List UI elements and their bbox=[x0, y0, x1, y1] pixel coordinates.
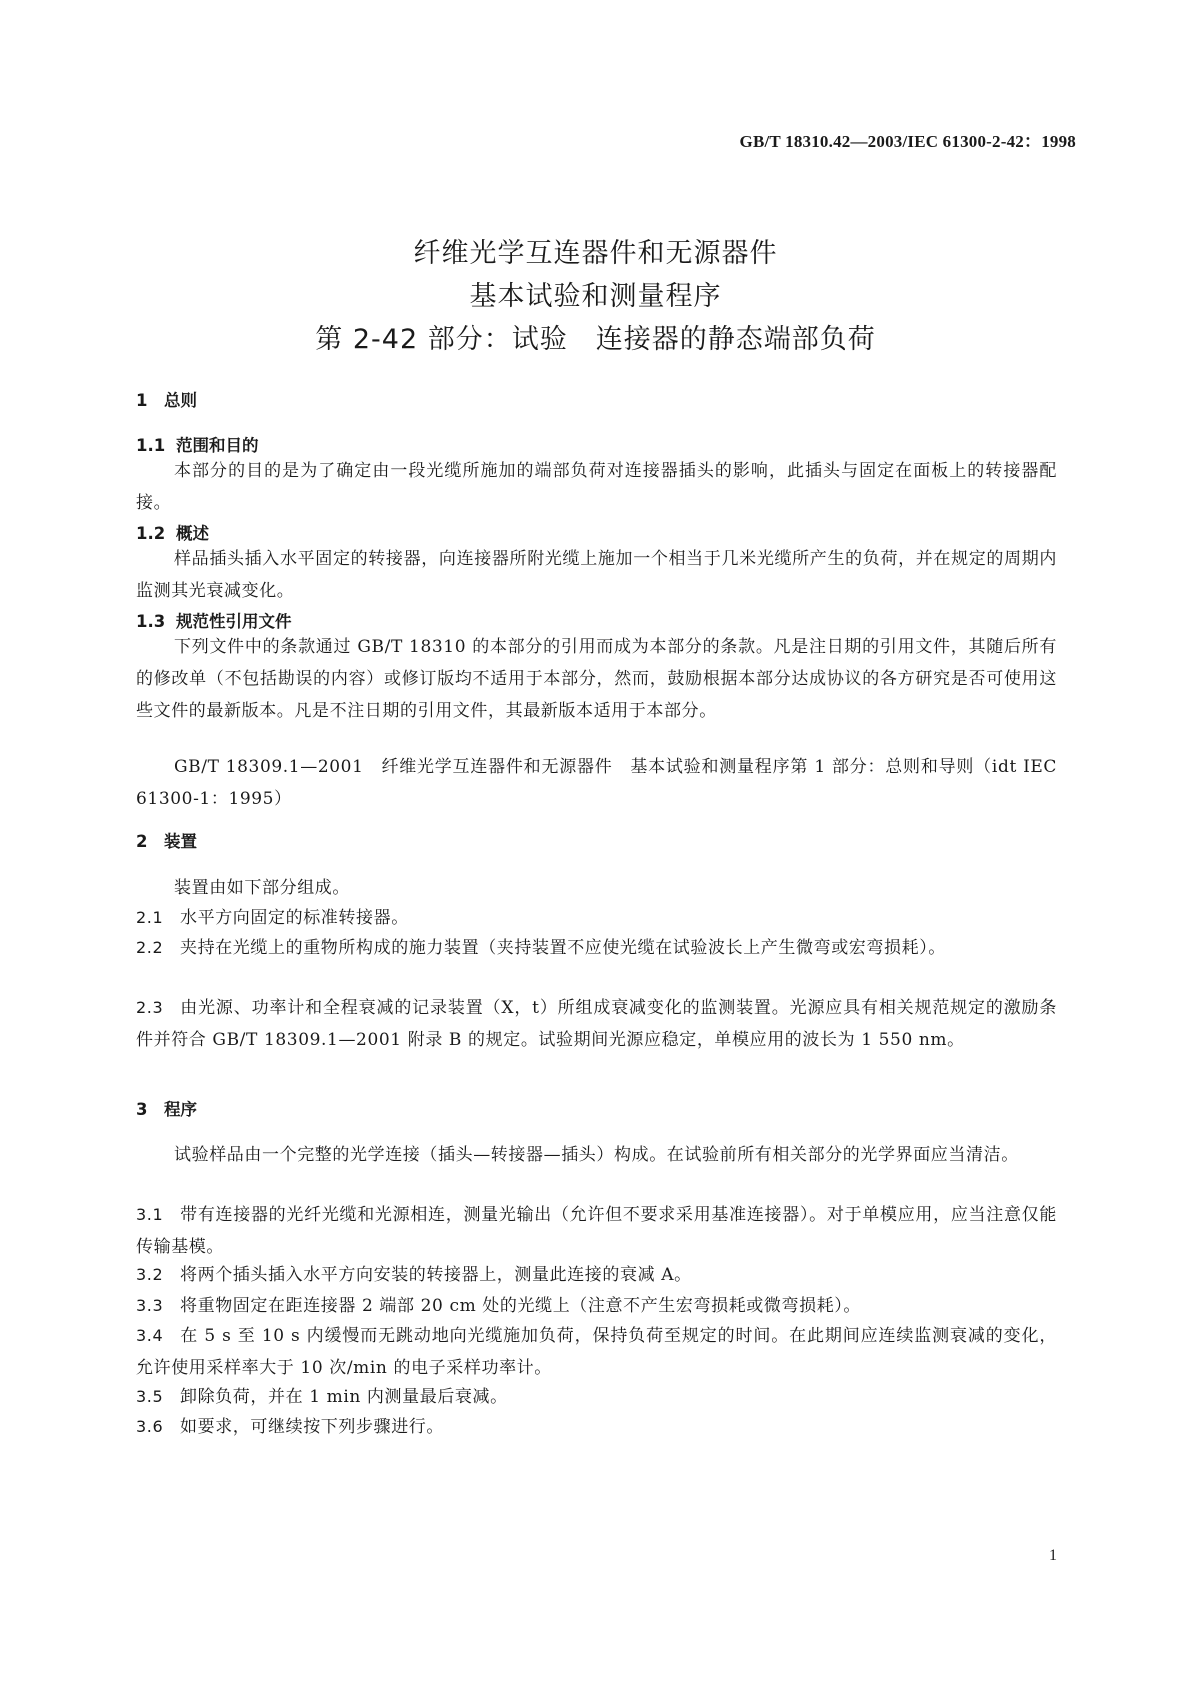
item-text: 带有连接器的光纤光缆和光源相连，测量光输出（允许但不要求采用基准连接器）。对于单模应用，应当注意仅能传输基模。 bbox=[136, 1205, 1057, 1257]
item-number: 3.1 bbox=[136, 1205, 164, 1224]
section-number: 1 bbox=[136, 391, 148, 410]
item-3-3 bbox=[136, 1290, 1057, 1322]
section-1-1-text: 本部分的目的是为了确定由一段光缆所施加的端部负荷对连接器插头的影响，此插头与固定在面板上的转接器配接。 bbox=[136, 461, 1057, 513]
item-number: 2.3 bbox=[136, 998, 164, 1017]
page-number: 1 bbox=[1049, 1547, 1057, 1564]
item-number: 3.5 bbox=[136, 1387, 164, 1406]
item-text: 夹持在光缆上的重物所构成的施力装置（夹持装置不应使光缆在试验波长上产生微弯或宏弯损耗）。 bbox=[180, 938, 946, 958]
item-2-3 bbox=[136, 992, 1057, 1056]
section-number: 1.3 bbox=[136, 612, 166, 631]
section-number: 3 bbox=[136, 1100, 148, 1119]
section-1-heading bbox=[136, 387, 197, 411]
item-text: 将两个插头插入水平方向安装的转接器上，测量此连接的衰减 A。 bbox=[180, 1265, 692, 1285]
item-text: 卸除负荷，并在 1 min 内测量最后衰减。 bbox=[180, 1387, 508, 1407]
item-text: 将重物固定在距连接器 2 端部 20 cm 处的光缆上（注意不产生宏弯损耗或微弯损耗）。 bbox=[180, 1296, 862, 1316]
item-3-4 bbox=[136, 1320, 1057, 1384]
section-title: 范围和目的 bbox=[176, 436, 259, 455]
item-number: 2.1 bbox=[136, 908, 164, 927]
section-title: 概述 bbox=[176, 524, 209, 543]
section-title: 程序 bbox=[164, 1100, 197, 1119]
item-number: 3.2 bbox=[136, 1265, 164, 1284]
section-2-intro: 装置由如下部分组成。 bbox=[174, 878, 350, 898]
section-1-3-text: 下列文件中的条款通过 GB/T 18310 的本部分的引用而成为本部分的条款。凡是注日期的引用文件，其随后所有的修改单（不包括勘误的内容）或修订版均不适用于本部分，然而，鼓励根据本部分达成协议的各方研究是否可使用这些文件的最新版本。凡是不注日期的引用文件，其最新版本适用于本部分。 bbox=[136, 637, 1057, 721]
section-title: 总则 bbox=[164, 391, 197, 410]
item-2-2 bbox=[136, 932, 1057, 964]
item-text: 如要求，可继续按下列步骤进行。 bbox=[180, 1417, 444, 1437]
title-line-1: 纤维光学互连器件和无源器件 bbox=[413, 238, 778, 269]
section-number: 1.1 bbox=[136, 436, 166, 455]
standard-code: GB/T 18310.42—2003/IEC 61300-2-42：1998 bbox=[739, 132, 1076, 151]
section-title: 规范性引用文件 bbox=[176, 612, 292, 631]
item-3-2 bbox=[136, 1259, 1057, 1291]
section-title: 装置 bbox=[164, 832, 197, 851]
item-3-5 bbox=[136, 1381, 1057, 1413]
item-number: 2.2 bbox=[136, 938, 164, 957]
section-1-2-text: 样品插头插入水平固定的转接器，向连接器所附光缆上施加一个相当于几米光缆所产生的负荷，并在规定的周期内监测其光衰减变化。 bbox=[136, 549, 1057, 601]
section-number: 1.2 bbox=[136, 524, 166, 543]
section-3-intro: 试验样品由一个完整的光学连接（插头—转接器—插头）构成。在试验前所有相关部分的光学界面应当清洁。 bbox=[174, 1145, 1019, 1165]
title-line-3: 第 2-42 部分：试验 连接器的静态端部负荷 bbox=[315, 324, 876, 355]
section-1-1-heading bbox=[136, 432, 259, 456]
document-title bbox=[0, 232, 1191, 361]
section-1-3-heading bbox=[136, 608, 292, 632]
item-2-1 bbox=[136, 902, 1057, 934]
section-2-heading bbox=[136, 828, 197, 852]
title-line-2: 基本试验和测量程序 bbox=[469, 281, 722, 312]
item-text: 在 5 s 至 10 s 内缓慢而无跳动地向光缆施加负荷，保持负荷至规定的时间。在此期间应连续监测衰减的变化，允许使用采样率大于 10 次/min 的电子采样功率计。 bbox=[136, 1326, 1057, 1378]
item-3-1 bbox=[136, 1199, 1057, 1263]
item-number: 3.6 bbox=[136, 1417, 164, 1436]
section-1-2-heading bbox=[136, 520, 209, 544]
item-number: 3.3 bbox=[136, 1296, 164, 1315]
normative-reference: GB/T 18309.1—2001 纤维光学互连器件和无源器件 基本试验和测量程序第 1 部分：总则和导则（idt IEC 61300-1：1995） bbox=[136, 757, 1057, 809]
item-number: 3.4 bbox=[136, 1326, 164, 1345]
item-3-6 bbox=[136, 1411, 1057, 1443]
section-number: 2 bbox=[136, 832, 148, 851]
section-3-heading bbox=[136, 1096, 197, 1120]
item-text: 由光源、功率计和全程衰减的记录装置（X，t）所组成衰减变化的监测装置。光源应具有相关规范规定的激励条件并符合 GB/T 18309.1—2001 附录 B 的规定。试验期间光源应稳定，单模应用的波长为 1 550 nm。 bbox=[136, 998, 1057, 1050]
item-text: 水平方向固定的标准转接器。 bbox=[180, 908, 409, 928]
